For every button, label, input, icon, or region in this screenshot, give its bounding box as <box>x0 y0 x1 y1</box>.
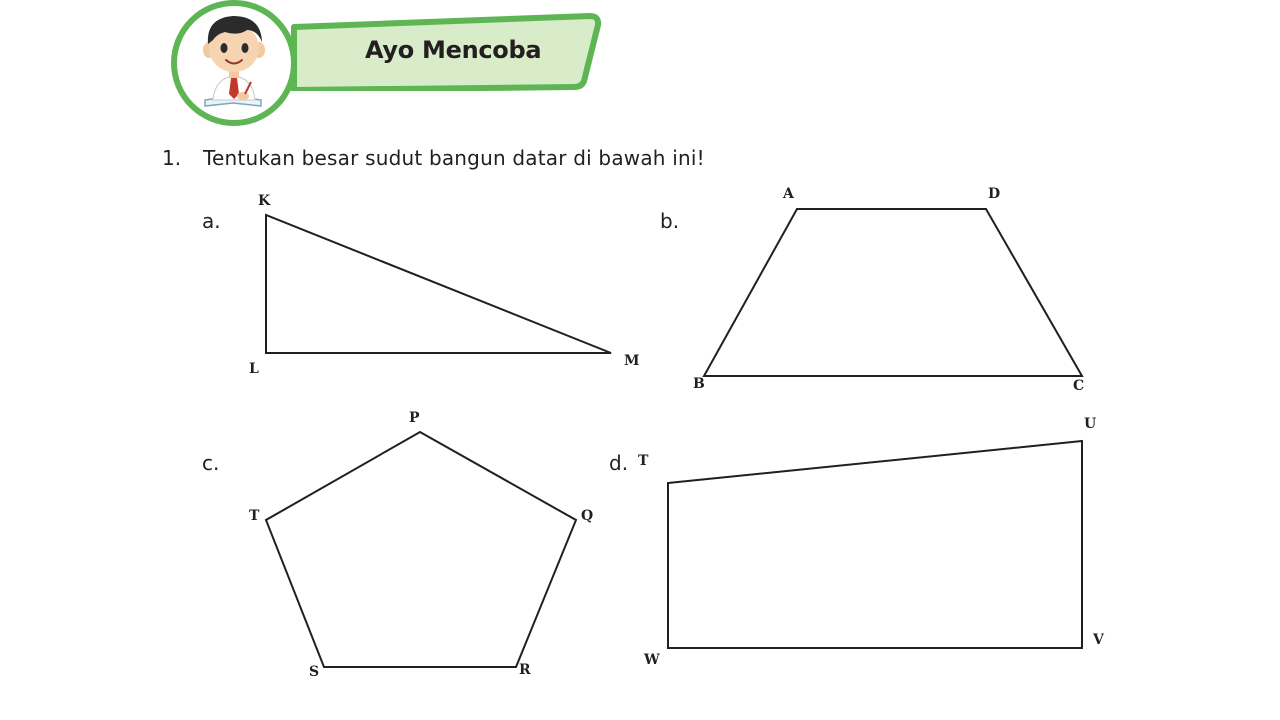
item-label-c: c. <box>202 451 220 475</box>
question-number: 1. <box>162 146 182 170</box>
question-text: Tentukan besar sudut bangun datar di bawah ini! <box>203 146 705 170</box>
vertex-label-t-quad: T <box>638 453 649 469</box>
vertex-label-w: W <box>644 652 660 668</box>
triangle-klm <box>266 215 611 353</box>
vertex-label-q: Q <box>581 508 594 524</box>
item-label-d: d. <box>609 451 629 475</box>
quadrilateral-tuvw <box>668 441 1082 648</box>
vertex-label-s: S <box>309 664 320 680</box>
vertex-label-r: R <box>519 662 531 678</box>
vertex-label-u: U <box>1084 416 1097 432</box>
vertex-label-d: D <box>988 186 1001 202</box>
trapezoid-abcd <box>704 209 1082 376</box>
vertex-label-p: P <box>409 410 420 426</box>
section-title: Ayo Mencoba <box>365 36 542 64</box>
item-label-a: a. <box>202 209 221 233</box>
vertex-label-a: A <box>783 186 794 202</box>
vertex-label-v: V <box>1093 632 1104 648</box>
vertex-label-l: L <box>249 361 259 377</box>
vertex-label-t-pentagon: T <box>249 508 260 524</box>
item-label-b: b. <box>660 209 680 233</box>
vertex-label-m: M <box>624 353 640 369</box>
vertex-label-k: K <box>258 193 271 209</box>
vertex-label-c: C <box>1073 378 1085 394</box>
vertex-label-b: B <box>693 376 705 392</box>
pentagon-pqrst <box>266 432 576 667</box>
